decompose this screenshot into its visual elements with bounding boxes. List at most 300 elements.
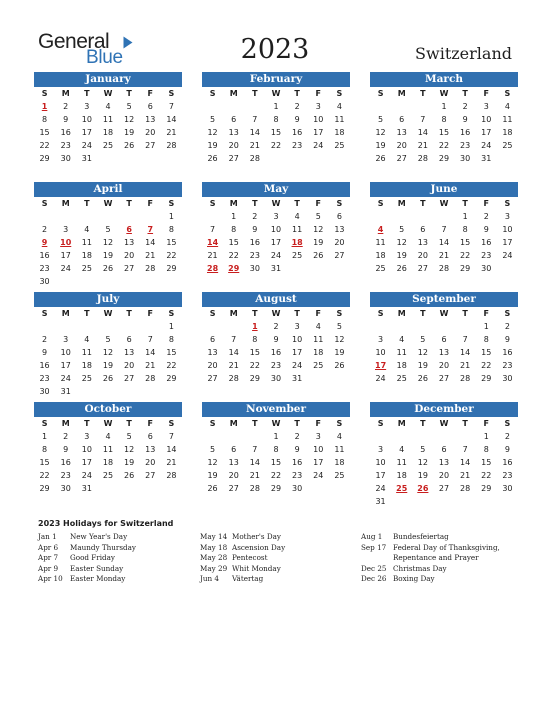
day-cell: 20 <box>228 471 239 480</box>
day-cell: 14 <box>145 238 156 247</box>
day-cell: 3 <box>483 102 489 111</box>
day-cell: 16 <box>270 348 282 357</box>
day-cell: 5 <box>105 225 111 234</box>
empty-cell <box>140 210 161 223</box>
day-grid <box>370 87 518 165</box>
holiday-date: Dec 26 <box>361 574 387 583</box>
day-cell: 30 <box>270 374 282 383</box>
day-cell: 30 <box>39 387 50 396</box>
day-cell: 22 <box>39 141 50 150</box>
day-cell: 2 <box>252 212 258 221</box>
day-cell: 29 <box>460 264 471 273</box>
day-cell: 10 <box>292 335 303 344</box>
holiday-entry <box>361 543 500 554</box>
day-cell: 2 <box>294 432 300 441</box>
day-cell: 22 <box>270 141 282 150</box>
day-cell: 11 <box>81 238 92 247</box>
weekday-label: M <box>229 309 238 318</box>
day-cell: 12 <box>375 128 386 137</box>
weekday-label: M <box>229 419 238 428</box>
weekday-label: S <box>377 199 384 208</box>
day-cell: 9 <box>483 225 489 234</box>
day-cell: 27 <box>438 374 450 383</box>
weekday-label: F <box>483 89 489 98</box>
day-cell: 13 <box>207 348 218 357</box>
weekday-label: T <box>462 309 468 318</box>
day-cell: 5 <box>399 225 405 234</box>
day-cell: 15 <box>481 458 492 467</box>
holiday-date: Sep 17 <box>361 542 387 552</box>
day-cell: 14 <box>460 348 471 357</box>
holiday-entry <box>200 564 285 575</box>
day-cell: 27 <box>417 264 428 273</box>
day-cell: 16 <box>39 361 50 370</box>
day-cell: 16 <box>292 128 303 137</box>
day-cell: 22 <box>249 361 260 370</box>
day-cell: 1 <box>231 212 237 221</box>
weekday-label: W <box>103 309 113 318</box>
day-cell: 23 <box>60 141 71 150</box>
day-cell: 21 <box>207 251 218 260</box>
day-cell: 18 <box>334 128 345 137</box>
weekday-label: T <box>252 309 258 318</box>
holiday-date: Jan 1 <box>38 532 57 541</box>
weekday-label: S <box>168 309 175 318</box>
day-cell: 19 <box>207 471 218 480</box>
day-cell: 12 <box>313 225 324 234</box>
day-cell: 31 <box>292 374 303 383</box>
day-cell: 11 <box>313 335 324 344</box>
day-cell: 31 <box>81 484 92 493</box>
day-cell: 9 <box>294 445 300 454</box>
holiday-date: May 28 <box>200 553 228 562</box>
empty-cell <box>433 320 454 333</box>
day-cell: 8 <box>168 225 174 234</box>
day-cell: 29 <box>249 374 260 383</box>
day-cell: 17 <box>81 458 92 467</box>
day-cell: 19 <box>396 251 407 260</box>
day-cell: 25 <box>334 141 345 150</box>
day-cell: 15 <box>166 348 177 357</box>
day-cell: 15 <box>438 128 450 137</box>
day-cell: 25 <box>502 141 513 150</box>
day-cell: 21 <box>460 361 471 370</box>
holiday-entry <box>361 574 500 585</box>
day-cell: 23 <box>460 141 471 150</box>
month-april <box>34 182 182 288</box>
month-november <box>202 402 350 495</box>
weekday-label: S <box>336 419 343 428</box>
weekday-label: S <box>336 309 343 318</box>
holiday-name: Federal Day of Thanksgiving, <box>393 542 500 552</box>
day-cell: 1 <box>273 102 279 111</box>
day-cell: 16 <box>249 238 260 247</box>
day-cell: 18 <box>102 458 114 467</box>
day-cell: 23 <box>481 251 492 260</box>
day-cell: 5 <box>105 335 111 344</box>
day-cell: 28 <box>249 484 260 493</box>
day-cell: 28 <box>249 154 260 163</box>
day-cell: 23 <box>39 374 50 383</box>
day-cell: 25 <box>396 374 407 383</box>
day-cell: 1 <box>168 322 174 331</box>
day-grid <box>202 87 350 165</box>
weekday-label: T <box>126 419 132 428</box>
day-grid <box>202 307 350 385</box>
month-february <box>202 72 350 165</box>
day-cell: 20 <box>417 251 428 260</box>
day-cell: 14 <box>166 115 177 124</box>
day-cell: 19 <box>124 458 135 467</box>
day-cell: 28 <box>460 374 471 383</box>
day-cell: 1 <box>483 432 489 441</box>
day-cell: 8 <box>168 335 174 344</box>
day-cell: 19 <box>124 128 135 137</box>
day-grid <box>202 417 350 495</box>
day-cell: 27 <box>228 154 239 163</box>
holiday-column <box>38 532 136 585</box>
day-cell: 22 <box>39 471 50 480</box>
day-cell: 20 <box>207 361 218 370</box>
day-cell: 6 <box>126 335 132 344</box>
weekday-label: S <box>377 309 384 318</box>
month-title: February <box>202 72 350 87</box>
day-cell: 12 <box>334 335 345 344</box>
day-cell: 2 <box>294 102 300 111</box>
day-cell: 20 <box>124 361 135 370</box>
day-cell: 9 <box>63 445 69 454</box>
weekday-label: T <box>84 199 90 208</box>
day-cell: 10 <box>270 225 282 234</box>
holiday-day: 17 <box>375 361 387 370</box>
day-cell: 8 <box>483 445 489 454</box>
empty-cell <box>34 320 55 333</box>
weekday-label: S <box>168 199 175 208</box>
day-cell: 30 <box>502 374 513 383</box>
weekday-label: S <box>41 89 48 98</box>
day-cell: 26 <box>375 154 386 163</box>
day-cell: 11 <box>396 348 407 357</box>
day-cell: 23 <box>292 471 303 480</box>
day-cell: 8 <box>42 115 48 124</box>
day-grid <box>34 307 182 398</box>
day-cell: 17 <box>60 251 71 260</box>
day-cell: 17 <box>292 348 303 357</box>
weekday-label: S <box>336 89 343 98</box>
weekday-label: F <box>147 89 153 98</box>
day-cell: 17 <box>502 238 513 247</box>
day-cell: 16 <box>502 348 513 357</box>
day-cell: 20 <box>438 471 450 480</box>
weekday-label: S <box>168 89 175 98</box>
empty-cell <box>119 210 140 223</box>
day-cell: 15 <box>39 458 50 467</box>
logo-text-general: General <box>38 30 110 53</box>
weekday-label: T <box>84 419 90 428</box>
day-cell: 29 <box>438 154 450 163</box>
empty-cell <box>455 430 476 443</box>
day-cell: 26 <box>396 264 407 273</box>
day-cell: 28 <box>460 484 471 493</box>
day-cell: 20 <box>334 238 345 247</box>
day-cell: 4 <box>336 432 342 441</box>
weekday-label: W <box>271 419 281 428</box>
weekday-label: T <box>462 199 468 208</box>
empty-cell <box>455 320 476 333</box>
holiday-day: 9 <box>41 238 48 247</box>
holiday-day: 14 <box>207 238 219 247</box>
day-cell: 22 <box>228 251 239 260</box>
day-cell: 19 <box>207 141 218 150</box>
day-cell: 25 <box>334 471 345 480</box>
day-cell: 17 <box>270 238 282 247</box>
day-cell: 20 <box>396 141 407 150</box>
day-cell: 18 <box>334 458 345 467</box>
day-cell: 2 <box>462 102 468 111</box>
day-cell: 3 <box>63 335 69 344</box>
weekday-label: W <box>103 419 113 428</box>
day-cell: 30 <box>292 484 303 493</box>
day-cell: 11 <box>375 238 386 247</box>
day-cell: 29 <box>166 374 177 383</box>
day-cell: 25 <box>375 264 386 273</box>
day-cell: 26 <box>334 361 345 370</box>
day-cell: 29 <box>481 484 492 493</box>
country-name: Switzerland <box>415 44 512 63</box>
day-cell: 13 <box>124 238 135 247</box>
holiday-name: Boxing Day <box>393 574 435 583</box>
holiday-date: Apr 10 <box>38 574 63 583</box>
holiday-name: Easter Sunday <box>70 563 124 573</box>
day-cell: 7 <box>168 102 174 111</box>
day-cell: 10 <box>81 115 92 124</box>
holiday-name: Bundesfeiertag <box>393 532 449 541</box>
day-cell: 3 <box>84 102 90 111</box>
day-cell: 7 <box>441 225 447 234</box>
day-cell: 21 <box>438 251 450 260</box>
empty-cell <box>223 320 244 333</box>
weekday-label: W <box>271 309 281 318</box>
weekday-label: S <box>504 89 511 98</box>
day-cell: 4 <box>105 432 111 441</box>
day-cell: 24 <box>60 374 71 383</box>
day-cell: 13 <box>396 128 407 137</box>
weekday-label: T <box>252 419 258 428</box>
holiday-date: Apr 6 <box>38 542 59 552</box>
weekday-label: W <box>271 199 281 208</box>
day-cell: 8 <box>462 225 468 234</box>
day-cell: 25 <box>292 251 303 260</box>
day-cell: 13 <box>334 225 345 234</box>
day-cell: 26 <box>102 264 114 273</box>
holiday-name: Vätertag <box>232 574 264 583</box>
day-cell: 24 <box>292 361 303 370</box>
empty-cell <box>202 100 223 113</box>
day-cell: 2 <box>273 322 279 331</box>
day-cell: 8 <box>483 335 489 344</box>
holiday-entry <box>200 543 285 554</box>
weekday-label: S <box>504 309 511 318</box>
day-cell: 30 <box>460 154 471 163</box>
day-cell: 15 <box>270 128 282 137</box>
day-cell: 26 <box>313 251 324 260</box>
day-cell: 3 <box>273 212 279 221</box>
holiday-date: Apr 9 <box>38 563 59 573</box>
day-cell: 26 <box>124 141 135 150</box>
empty-cell <box>412 430 433 443</box>
day-cell: 21 <box>228 361 239 370</box>
day-cell: 3 <box>504 212 510 221</box>
day-cell: 4 <box>105 102 111 111</box>
day-cell: 17 <box>375 471 386 480</box>
day-cell: 29 <box>166 264 177 273</box>
day-cell: 25 <box>102 141 114 150</box>
day-cell: 31 <box>81 154 92 163</box>
weekday-label: S <box>504 419 511 428</box>
month-title: July <box>34 292 182 307</box>
day-cell: 31 <box>481 154 492 163</box>
weekday-label: S <box>41 309 48 318</box>
day-cell: 2 <box>42 225 48 234</box>
day-cell: 9 <box>252 225 258 234</box>
day-cell: 13 <box>438 348 450 357</box>
day-cell: 27 <box>145 141 156 150</box>
month-title: August <box>202 292 350 307</box>
weekday-label: F <box>315 199 321 208</box>
day-cell: 28 <box>438 264 450 273</box>
day-cell: 23 <box>502 471 513 480</box>
weekday-label: M <box>61 419 70 428</box>
day-cell: 27 <box>334 251 345 260</box>
day-cell: 17 <box>481 128 492 137</box>
day-cell: 18 <box>81 361 92 370</box>
empty-cell <box>244 100 265 113</box>
month-march <box>370 72 518 165</box>
day-cell: 11 <box>81 348 92 357</box>
month-january <box>34 72 182 165</box>
day-cell: 4 <box>504 102 510 111</box>
day-cell: 27 <box>396 154 407 163</box>
month-december <box>370 402 518 508</box>
day-cell: 12 <box>102 238 114 247</box>
empty-cell <box>412 320 433 333</box>
day-grid <box>34 87 182 165</box>
weekday-label: F <box>315 89 321 98</box>
day-cell: 26 <box>417 374 428 383</box>
day-cell: 22 <box>481 361 492 370</box>
day-cell: 7 <box>252 445 258 454</box>
day-cell: 5 <box>210 115 216 124</box>
day-cell: 5 <box>126 432 132 441</box>
day-cell: 5 <box>420 335 426 344</box>
weekday-label: T <box>420 89 426 98</box>
day-cell: 25 <box>81 264 92 273</box>
empty-cell <box>140 320 161 333</box>
day-cell: 12 <box>124 115 135 124</box>
day-cell: 30 <box>502 484 513 493</box>
day-cell: 24 <box>81 141 92 150</box>
month-june <box>370 182 518 275</box>
empty-cell <box>244 430 265 443</box>
day-cell: 18 <box>102 128 114 137</box>
day-cell: 26 <box>207 484 218 493</box>
day-cell: 18 <box>81 251 92 260</box>
day-cell: 18 <box>375 251 386 260</box>
empty-cell <box>370 430 391 443</box>
empty-cell <box>370 210 391 223</box>
day-cell: 22 <box>270 471 282 480</box>
weekday-label: T <box>84 309 90 318</box>
weekday-label: S <box>377 419 384 428</box>
day-cell: 8 <box>273 445 279 454</box>
day-cell: 24 <box>60 264 71 273</box>
weekday-label: T <box>294 419 300 428</box>
empty-cell <box>223 100 244 113</box>
month-title: September <box>370 292 518 307</box>
holidays-title: 2023 Holidays for Switzerland <box>38 519 174 528</box>
day-cell: 15 <box>270 458 282 467</box>
day-cell: 22 <box>438 141 450 150</box>
day-cell: 2 <box>483 212 489 221</box>
day-cell: 10 <box>60 348 71 357</box>
weekday-label: M <box>229 199 238 208</box>
day-cell: 15 <box>166 238 177 247</box>
day-cell: 9 <box>504 445 510 454</box>
day-cell: 23 <box>39 264 50 273</box>
holiday-day: 4 <box>377 225 384 234</box>
day-cell: 27 <box>228 484 239 493</box>
day-cell: 16 <box>460 128 471 137</box>
day-cell: 1 <box>441 102 447 111</box>
month-title: December <box>370 402 518 417</box>
day-cell: 26 <box>207 154 218 163</box>
holiday-column <box>200 532 285 585</box>
day-cell: 29 <box>39 154 50 163</box>
day-cell: 28 <box>145 374 156 383</box>
holiday-name: Christmas Day <box>393 563 447 573</box>
day-cell: 4 <box>84 225 90 234</box>
day-cell: 8 <box>42 445 48 454</box>
day-cell: 6 <box>399 115 405 124</box>
empty-cell <box>76 320 97 333</box>
month-august <box>202 292 350 385</box>
holiday-date: Aug 1 <box>361 532 383 541</box>
day-cell: 9 <box>63 115 69 124</box>
day-cell: 17 <box>81 128 92 137</box>
day-cell: 3 <box>63 225 69 234</box>
day-cell: 4 <box>84 335 90 344</box>
day-cell: 6 <box>441 445 447 454</box>
day-cell: 5 <box>378 115 384 124</box>
day-cell: 14 <box>460 458 471 467</box>
day-cell: 14 <box>249 128 260 137</box>
weekday-label: M <box>229 89 238 98</box>
day-cell: 30 <box>60 484 71 493</box>
day-cell: 10 <box>502 225 513 234</box>
day-grid <box>370 197 518 275</box>
day-cell: 1 <box>483 322 489 331</box>
empty-cell <box>55 210 76 223</box>
day-cell: 20 <box>124 251 135 260</box>
holiday-entry <box>361 532 500 543</box>
day-cell: 4 <box>399 445 405 454</box>
day-cell: 4 <box>399 335 405 344</box>
holiday-day: 1 <box>252 322 258 331</box>
weekday-label: M <box>61 309 70 318</box>
day-cell: 11 <box>502 115 513 124</box>
day-cell: 21 <box>145 361 156 370</box>
day-cell: 1 <box>462 212 468 221</box>
